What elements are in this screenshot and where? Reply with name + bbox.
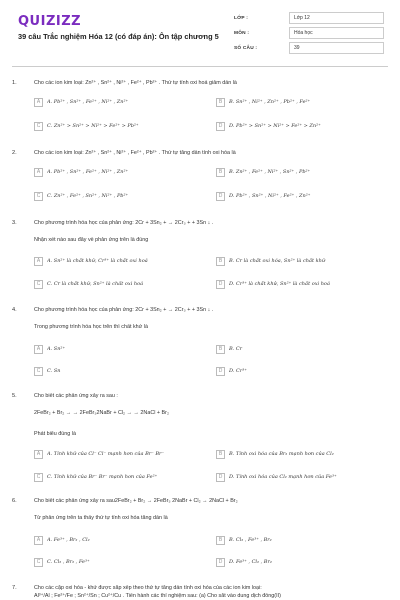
option-text: B. Tính oxi hóa của Br₂ mạnh hơn của Cl₂ xyxy=(229,451,334,457)
option-letter: B xyxy=(216,536,225,545)
option-b[interactable] xyxy=(216,343,379,355)
question-text: Cho các ion kim loại: Zn²⁺ , Sn²⁺ , Ni²⁺ , Fe²⁺ , Pb²⁺ . Thứ tự tính oxi hoá giảm dần là xyxy=(34,80,237,86)
meta-row-class xyxy=(234,12,384,24)
option-text: D. Cr³⁺ xyxy=(229,368,247,374)
option-text: A. Sn²⁺ là chất khử, Cr³⁺ là chất oxi hoá xyxy=(47,258,148,264)
option-text: D. Cr³⁺ là chất khử, Sn²⁺ là chất oxi hoá xyxy=(229,281,330,287)
option-text: A. Tính khử của Cl⁻ Cl⁻ mạnh hơn của Br⁻ Br⁻ xyxy=(47,451,165,457)
question-text: Cho các ion kim loại: Zn²⁺ , Sn²⁺ , Ni²⁺ , Fe²⁺ , Pb²⁺ . Thứ tự tăng dần tính oxi hóa là xyxy=(34,150,236,156)
option-text: D. Pb²⁺ > Sn²⁺ > Ni²⁺ > Fe²⁺ > Zn²⁺ xyxy=(229,123,321,129)
meta-value: Lớp 12 xyxy=(289,12,384,24)
header-divider xyxy=(12,66,388,67)
option-text: A. Sn²⁺ xyxy=(47,346,66,352)
option-text: B. Zn²⁺ , Fe²⁺ , Ni²⁺ , Sn²⁺ , Pb²⁺ xyxy=(229,169,311,175)
option-c[interactable] xyxy=(34,556,197,568)
option-letter: B xyxy=(216,98,225,107)
option-a[interactable] xyxy=(34,166,197,178)
option-letter: C xyxy=(34,473,43,482)
quizizz-logo: QUIZIZZ xyxy=(18,14,82,29)
option-c[interactable] xyxy=(34,471,197,483)
option-a[interactable] xyxy=(34,255,197,267)
question-subtext: Trong phương trình hóa học trên thì chất khử là xyxy=(34,324,148,330)
meta-label: SỐ CÂU : xyxy=(234,45,258,51)
option-letter: A xyxy=(34,536,43,545)
question-text: Cho biết các phản ứng xảy ra sau : xyxy=(34,393,118,399)
option-text: B. Cl₂ , Fe³⁺ , Br₂ xyxy=(229,537,272,543)
question-text: Cho các cặp oxi hóa - khử được sắp xếp theo thứ tự tăng dần tính oxi hóa của các ion kim loại: xyxy=(34,585,262,591)
worksheet-header xyxy=(0,0,400,62)
option-text: A. Pb²⁺ , Sn²⁺ , Fe²⁺ , Ni²⁺ , Zn²⁺ xyxy=(47,99,129,105)
option-letter: C xyxy=(34,280,43,289)
option-letter: A xyxy=(34,450,43,459)
option-b[interactable] xyxy=(216,166,379,178)
option-letter: D xyxy=(216,280,225,289)
option-c[interactable] xyxy=(34,365,197,377)
option-letter: C xyxy=(34,367,43,376)
question-subtext: Từ phản ứng trên ta thấy thứ tự tính oxi hóa tăng dần là xyxy=(34,515,168,521)
option-letter: D xyxy=(216,192,225,201)
option-b[interactable] xyxy=(216,96,379,108)
question-number: 2. xyxy=(12,150,17,156)
option-text: B. Cr là chất oxi hóa, Sn²⁺ là chất khử xyxy=(229,258,326,264)
question-number: 5. xyxy=(12,393,17,399)
option-text: C. Zn²⁺ > Sn²⁺ > Ni²⁺ > Fe²⁺ > Pb²⁺ xyxy=(47,123,139,129)
option-d[interactable] xyxy=(216,471,379,483)
option-b[interactable] xyxy=(216,255,379,267)
option-letter: B xyxy=(216,168,225,177)
option-letter: D xyxy=(216,367,225,376)
question-number: 6. xyxy=(12,498,17,504)
option-c[interactable] xyxy=(34,278,197,290)
question-subtext: Al³⁺/Al ; Fe²⁺/Fe ; Sn²⁺/Sn ; Cu²⁺/Cu . Tiến hành các thí nghiệm sau: (a) Cho sắt vào dung dịch đồng(II) xyxy=(34,593,281,599)
option-letter: D xyxy=(216,122,225,131)
option-letter: D xyxy=(216,558,225,567)
option-a[interactable] xyxy=(34,343,197,355)
option-letter: B xyxy=(216,257,225,266)
option-c[interactable] xyxy=(34,120,197,132)
option-letter: C xyxy=(34,558,43,567)
option-c[interactable] xyxy=(34,190,197,202)
option-a[interactable] xyxy=(34,534,197,546)
question-number: 7. xyxy=(12,585,17,591)
option-text: D. Tính oxi hóa của Cl₂ mạnh hơn của Fe³⁺ xyxy=(229,474,337,480)
option-text: B. Sn²⁺ , Ni²⁺ , Zn²⁺ , Pb²⁺ , Fe²⁺ xyxy=(229,99,311,105)
meta-label: MÔN : xyxy=(234,30,250,36)
question-text: Cho biết các phản ứng xảy ra sau2FeBr₂ + Br₂ → 2FeBr₃ 2NaBr + Cl₂ → 2NaCl + Br₂ xyxy=(34,498,238,504)
option-letter: C xyxy=(34,122,43,131)
meta-value: Hóa học xyxy=(289,27,384,39)
option-text: C. Cl₂ , Br₂ , Fe³⁺ xyxy=(47,559,90,565)
option-letter: C xyxy=(34,192,43,201)
question-text: Cho phương trình hóa học của phản ứng: 2Cr + 3Sn₂ + → 2Cr₃ + + 3Sn ↓ . xyxy=(34,220,214,226)
option-text: C. Sn xyxy=(47,368,61,374)
option-text: D. Pb²⁺ , Sn²⁺ , Ni²⁺ , Fe²⁺ , Zn²⁺ xyxy=(229,193,311,199)
question-number: 4. xyxy=(12,307,17,313)
option-a[interactable] xyxy=(34,96,197,108)
meta-label: LỚP : xyxy=(234,15,249,21)
option-d[interactable] xyxy=(216,556,379,568)
option-letter: A xyxy=(34,168,43,177)
option-letter: B xyxy=(216,450,225,459)
option-text: C. Tính khử của Br⁻ Br⁻ mạnh hơn của Fe²⁺ xyxy=(47,474,158,480)
question-number: 1. xyxy=(12,80,17,86)
option-b[interactable] xyxy=(216,448,379,460)
worksheet-title: 39 câu Trắc nghiệm Hóa 12 (có đáp án): Ôn tập chương 5 xyxy=(18,32,219,41)
question-subtext: Nhận xét nào sau đây về phản ứng trên là đúng xyxy=(34,237,149,243)
option-letter: A xyxy=(34,257,43,266)
option-d[interactable] xyxy=(216,278,379,290)
meta-box xyxy=(234,12,384,57)
option-letter: B xyxy=(216,345,225,354)
option-text: A. Fe³⁺ , Br₂ , Cl₂ xyxy=(47,537,90,543)
question-subtext: Phát biểu đúng là xyxy=(34,431,76,437)
option-text: C. Cr là chất khử, Sn²⁺ là chất oxi hoá xyxy=(47,281,144,287)
option-letter: A xyxy=(34,345,43,354)
option-text: B. Cr xyxy=(229,346,243,352)
meta-value: 39 xyxy=(289,42,384,54)
option-letter: D xyxy=(216,473,225,482)
option-letter: A xyxy=(34,98,43,107)
option-text: C. Zn²⁺ , Fe²⁺ , Sn²⁺ , Ni²⁺ , Pb²⁺ xyxy=(47,193,129,199)
option-d[interactable] xyxy=(216,365,379,377)
option-d[interactable] xyxy=(216,190,379,202)
question-text: Cho phương trình hóa học của phản ứng: 2Cr + 3Sn₂ + → 2Cr₃ + + 3Sn ↓ . xyxy=(34,307,214,313)
question-number: 3. xyxy=(12,220,17,226)
option-d[interactable] xyxy=(216,120,379,132)
option-b[interactable] xyxy=(216,534,379,546)
option-a[interactable] xyxy=(34,448,197,460)
meta-row-count xyxy=(234,42,384,54)
meta-row-subject xyxy=(234,27,384,39)
option-text: D. Fe³⁺ , Cl₂ , Br₂ xyxy=(229,559,272,565)
option-text: A. Pb²⁺ , Sn²⁺ , Fe²⁺ , Ni²⁺ , Zn²⁺ xyxy=(47,169,129,175)
question-equation: 2FeBr₂ + Br₂ → → 2FeBr₃2NaBr + Cl₂ → → 2NaCl + Br₂ xyxy=(34,410,170,416)
